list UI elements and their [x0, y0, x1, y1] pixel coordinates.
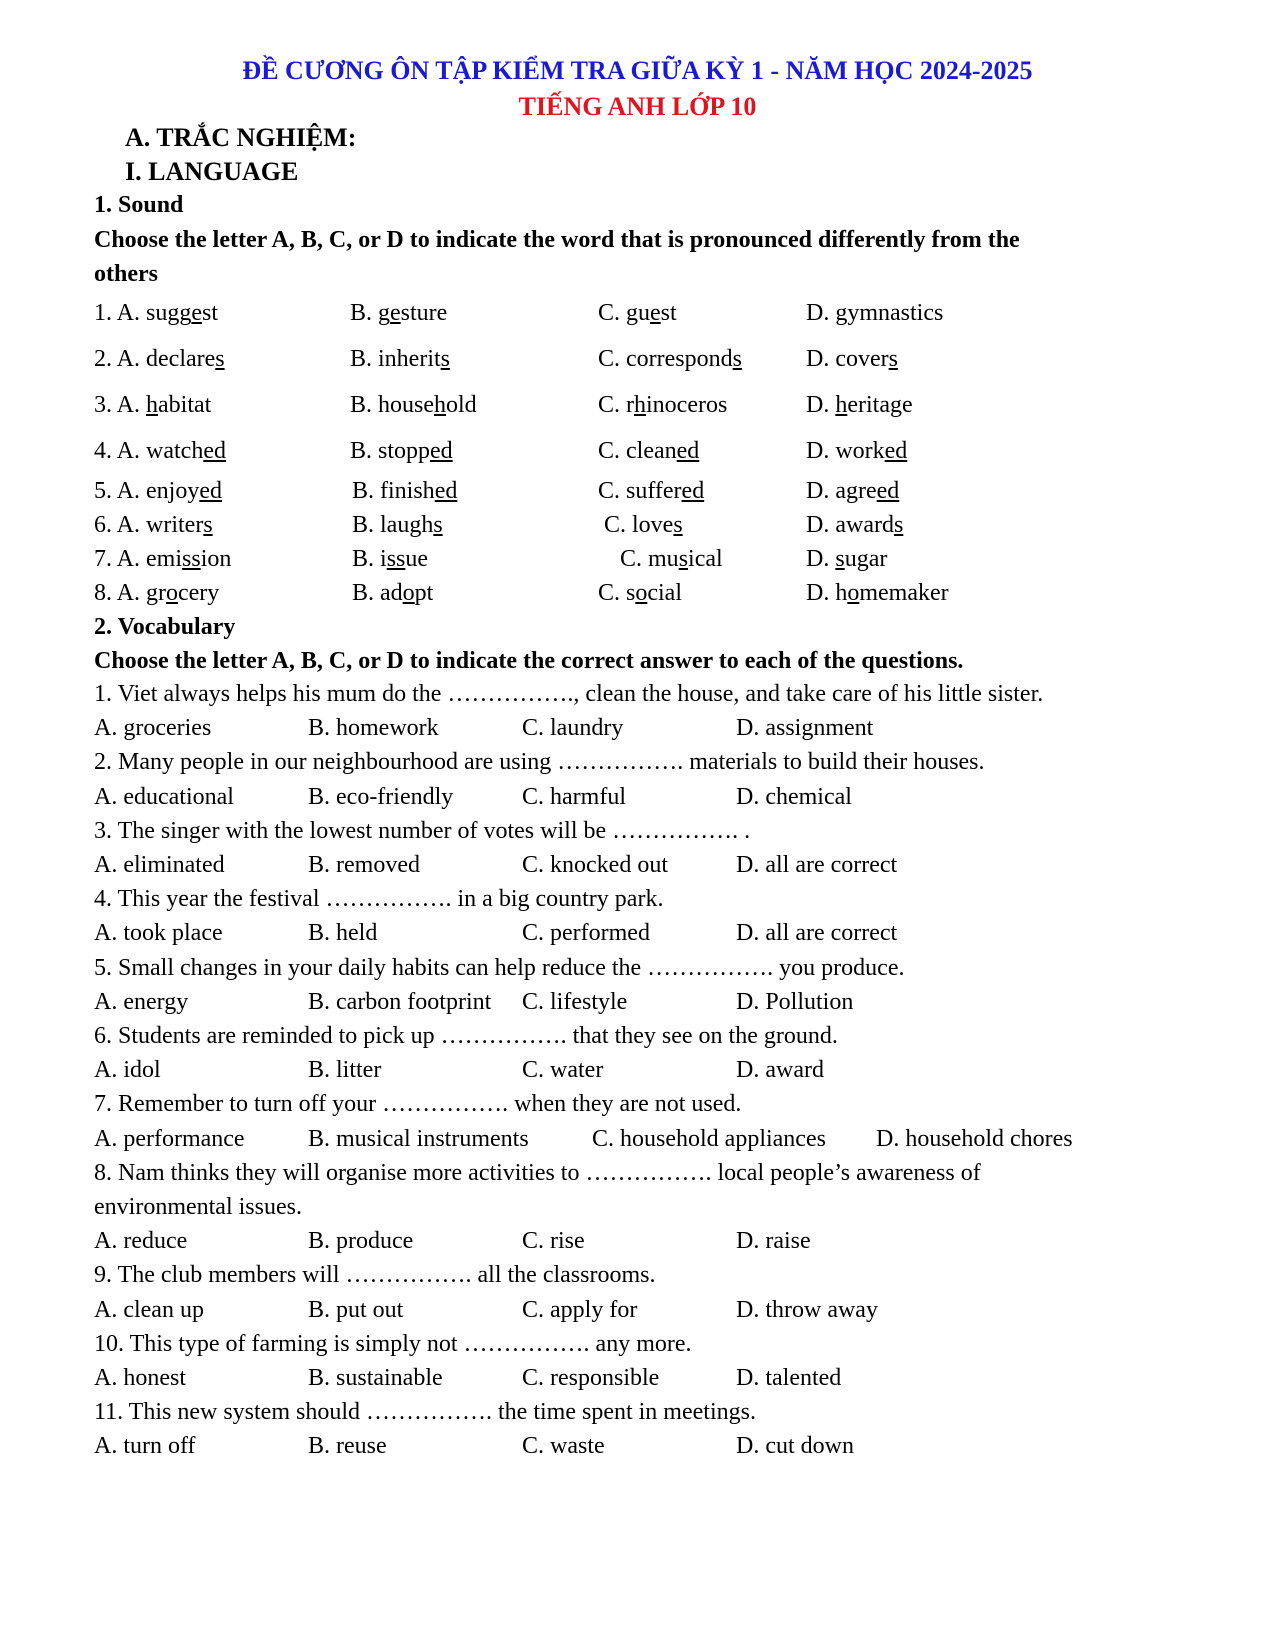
- question-stem-8: 8. Nam thinks they will organise more activities to ……………. local people’s awareness of: [94, 1159, 981, 1186]
- answer-option: C. performed: [522, 920, 650, 947]
- answer-option: A. performance: [94, 1125, 245, 1152]
- answer-option: A. groceries: [94, 715, 212, 742]
- answer-option: A. clean up: [94, 1296, 204, 1323]
- option-text: B. i: [352, 546, 387, 572]
- option-text: C. s: [598, 580, 636, 606]
- answer-option: [620, 546, 723, 573]
- option-text: C. correspond: [598, 346, 733, 372]
- answer-option: [94, 438, 226, 465]
- answer-option: B. removed: [308, 852, 420, 878]
- option-text: B. inherit: [350, 346, 441, 372]
- answer-option: B. reuse: [308, 1433, 387, 1460]
- document-title: ĐỀ CƯƠNG ÔN TẬP KIỂM TRA GIỮA KỲ 1 - NĂM HỌC 2024-2025: [242, 56, 1033, 85]
- answer-option: B. carbon footprint: [308, 988, 492, 1015]
- answer-option: D. cut down: [736, 1433, 854, 1460]
- underlined-sound: s: [215, 346, 225, 372]
- underlined-sound: s: [203, 512, 213, 538]
- answer-option: [806, 546, 887, 573]
- answer-option: A. idol: [94, 1057, 161, 1084]
- option-text: B. laugh: [352, 512, 434, 538]
- underlined-sound: s: [732, 346, 742, 372]
- answer-option: B. produce: [308, 1228, 414, 1255]
- answer-option: [94, 346, 225, 373]
- question-stem-2: 2. Many people in our neighbourhood are using ……………. materials to build their houses.: [94, 749, 985, 776]
- question-options-1: [0, 715, 1275, 749]
- answer-option: [94, 580, 219, 607]
- answer-option: [598, 580, 682, 607]
- answer-option: B. homework: [308, 715, 439, 742]
- underlined-sound: ed: [203, 438, 226, 464]
- underlined-sound: e: [191, 300, 203, 326]
- answer-option: [598, 438, 699, 465]
- option-text: cial: [647, 580, 682, 606]
- question-stem-3: 3. The singer with the lowest number of votes will be ……………. .: [94, 817, 751, 844]
- answer-option: [598, 478, 704, 505]
- option-text: inoceros: [646, 392, 728, 418]
- question-stem-4: 4. This year the festival ……………. in a big country park.: [94, 886, 664, 913]
- underlined-sound: s: [440, 346, 450, 372]
- answer-option: [806, 392, 913, 419]
- option-text: B. g: [350, 300, 391, 326]
- answer-option: B. eco-friendly: [308, 783, 454, 810]
- option-text: D. agre: [806, 478, 877, 504]
- answer-option: D. award: [736, 1057, 824, 1084]
- question-stem-7: 7. Remember to turn off your ……………. when they are not used.: [94, 1091, 742, 1118]
- option-text: ue: [405, 546, 429, 572]
- answer-option: [352, 478, 457, 505]
- underlined-sound: h: [146, 392, 159, 418]
- option-text: eritage: [847, 392, 913, 418]
- answer-option: [350, 438, 453, 465]
- underlined-sound: ed: [884, 438, 908, 464]
- option-text: 6. A. writer: [94, 512, 204, 538]
- question-options-8: [0, 1228, 1275, 1262]
- answer-option: [806, 300, 943, 327]
- answer-option: [806, 580, 949, 607]
- underlined-sound: o: [635, 580, 648, 606]
- sound-question-1: [0, 300, 1275, 334]
- sound-question-2: [0, 346, 1275, 380]
- option-text: D. cover: [806, 346, 889, 372]
- answer-option: [94, 478, 222, 505]
- vocabulary-heading: 2. Vocabulary: [94, 614, 236, 640]
- sound-question-5: [0, 478, 1275, 512]
- sound-question-8: [0, 580, 1275, 614]
- underlined-sound: s: [678, 546, 689, 572]
- question-options-2: [0, 784, 1275, 818]
- answer-option: [806, 512, 903, 539]
- question-stem-8: environmental issues.: [94, 1194, 302, 1220]
- answer-option: A. educational: [94, 783, 234, 810]
- option-text: memaker: [859, 580, 949, 606]
- option-text: C. mu: [620, 546, 679, 572]
- underlined-sound: ed: [676, 438, 700, 464]
- answer-option: [806, 438, 907, 465]
- option-text: pt: [414, 580, 434, 606]
- underlined-sound: e: [650, 300, 661, 326]
- answer-option: [352, 580, 433, 607]
- underlined-sound: h: [434, 392, 446, 418]
- question-stem-10: 10. This type of farming is simply not ……………. any more.: [94, 1330, 692, 1357]
- option-text: ical: [688, 546, 723, 572]
- option-text: 7. A. emi: [94, 546, 182, 572]
- question-options-4: [0, 920, 1275, 954]
- answer-option: C. waste: [522, 1433, 605, 1460]
- answer-option: [598, 346, 742, 373]
- underlined-sound: o: [847, 580, 860, 606]
- underlined-sound: ed: [430, 438, 453, 464]
- question-options-9: [0, 1297, 1275, 1331]
- option-text: sture: [400, 300, 448, 326]
- answer-option: D. talented: [736, 1365, 842, 1391]
- answer-option: C. laundry: [522, 715, 624, 742]
- option-text: C. love: [604, 512, 674, 538]
- underlined-sound: s: [888, 346, 898, 372]
- answer-option: [94, 546, 231, 573]
- question-options-3: [0, 852, 1275, 886]
- answer-option: B. musical instruments: [308, 1125, 529, 1152]
- question-stem-5: 5. Small changes in your daily habits can help reduce the ……………. you produce.: [94, 954, 905, 981]
- option-text: C. suffer: [598, 478, 682, 504]
- question-stem-11: 11. This new system should ……………. the time spent in meetings.: [94, 1399, 756, 1426]
- option-text: ugar: [844, 546, 888, 572]
- sound-question-3: [0, 392, 1275, 426]
- answer-option: A. honest: [94, 1365, 186, 1391]
- question-options-5: [0, 989, 1275, 1023]
- answer-option: [352, 546, 428, 573]
- underlined-sound: e: [390, 300, 401, 326]
- option-text: D. award: [806, 512, 894, 538]
- option-text: 4. A. watch: [94, 438, 204, 464]
- answer-option: [350, 392, 477, 419]
- answer-option: B. held: [308, 920, 378, 947]
- question-options-11: [0, 1433, 1275, 1467]
- option-text: 8. A. gr: [94, 580, 166, 606]
- answer-option: [598, 392, 727, 419]
- question-options-10: [0, 1365, 1275, 1399]
- answer-option: [598, 300, 677, 327]
- vocabulary-instruction: Choose the letter A, B, C, or D to indicate the correct answer to each of the questions.: [94, 648, 964, 674]
- question-stem-9: 9. The club members will ……………. all the classrooms.: [94, 1262, 656, 1289]
- answer-option: D. assignment: [736, 715, 874, 742]
- answer-option: [350, 300, 447, 327]
- answer-option: [806, 478, 899, 505]
- underlined-sound: ed: [681, 478, 705, 504]
- answer-option: C. knocked out: [522, 852, 668, 878]
- answer-option: B. sustainable: [308, 1365, 443, 1391]
- option-text: D. gymnastics: [806, 300, 944, 326]
- option-text: st: [660, 300, 677, 326]
- question-stem-6: 6. Students are reminded to pick up ……………. that they see on the ground.: [94, 1023, 838, 1049]
- question-stem-1: 1. Viet always helps his mum do the ……………., clean the house, and take care of his little sister.: [94, 681, 1044, 707]
- option-text: old: [446, 392, 477, 418]
- answer-option: A. took place: [94, 920, 223, 947]
- underlined-sound: h: [634, 392, 646, 418]
- underlined-sound: s: [673, 512, 683, 538]
- underlined-sound: o: [402, 580, 415, 606]
- answer-option: [94, 512, 213, 539]
- section-a-heading: A. TRẮC NGHIỆM:: [125, 123, 357, 152]
- underlined-sound: s: [893, 512, 904, 538]
- question-options-6: [0, 1057, 1275, 1091]
- sound-instruction: Choose the letter A, B, C, or D to indicate the word that is pronounced differently from the: [94, 227, 1020, 253]
- sound-heading: 1. Sound: [94, 192, 184, 218]
- question-options-7: [0, 1126, 1275, 1160]
- underlined-sound: ed: [434, 478, 458, 504]
- section-i-heading: I. LANGUAGE: [125, 157, 299, 186]
- option-text: 3. A.: [94, 392, 147, 418]
- option-text: C. clean: [598, 438, 677, 464]
- document-subtitle: TIẾNG ANH LỚP 10: [518, 92, 757, 121]
- option-text: D. work: [806, 438, 885, 464]
- option-text: 5. A. enjoy: [94, 478, 200, 504]
- option-text: 1. A. sugg: [94, 300, 192, 326]
- option-text: abitat: [158, 392, 212, 418]
- answer-option: C. harmful: [522, 783, 626, 810]
- underlined-sound: s: [835, 546, 845, 572]
- sound-question-4: [0, 438, 1275, 472]
- answer-option: C. responsible: [522, 1365, 660, 1391]
- underlined-sound: h: [835, 392, 848, 418]
- answer-option: A. turn off: [94, 1433, 196, 1460]
- answer-option: A. energy: [94, 988, 189, 1015]
- underlined-sound: ed: [199, 478, 222, 504]
- answer-option: [94, 392, 211, 419]
- option-text: D.: [806, 392, 836, 418]
- option-text: 2. A. declare: [94, 346, 216, 372]
- answer-option: [94, 300, 218, 327]
- answer-option: [352, 512, 443, 539]
- underlined-sound: s: [433, 512, 443, 538]
- answer-option: C. household appliances: [592, 1125, 826, 1152]
- option-text: ion: [200, 546, 232, 572]
- answer-option: D. raise: [736, 1228, 811, 1255]
- option-text: B. finish: [352, 478, 435, 504]
- sound-question-6: [0, 512, 1275, 546]
- option-text: D. h: [806, 580, 848, 606]
- answer-option: C. rise: [522, 1228, 585, 1255]
- answer-option: A. eliminated: [94, 852, 225, 878]
- answer-option: [806, 346, 898, 373]
- answer-option: A. reduce: [94, 1228, 188, 1255]
- option-text: B. ad: [352, 580, 403, 606]
- answer-option: C. water: [522, 1057, 604, 1084]
- option-text: C. gu: [598, 300, 651, 326]
- sound-question-7: [0, 546, 1275, 580]
- underlined-sound: o: [166, 580, 178, 606]
- answer-option: D. throw away: [736, 1296, 878, 1323]
- option-text: D.: [806, 546, 836, 572]
- option-text: cery: [178, 580, 220, 606]
- answer-option: D. chemical: [736, 783, 852, 810]
- option-text: st: [202, 300, 219, 326]
- answer-option: D. household chores: [876, 1125, 1073, 1152]
- answer-option: B. put out: [308, 1296, 404, 1323]
- option-text: B. house: [350, 392, 434, 418]
- sound-instruction-cont: others: [94, 261, 158, 287]
- underlined-sound: ss: [182, 546, 201, 572]
- answer-option: C. lifestyle: [522, 988, 628, 1015]
- underlined-sound: ed: [876, 478, 900, 504]
- option-text: B. stopp: [350, 438, 431, 464]
- underlined-sound: ss: [386, 546, 406, 572]
- option-text: C. r: [598, 392, 634, 418]
- answer-option: D. Pollution: [736, 988, 854, 1015]
- answer-option: [604, 512, 683, 539]
- answer-option: C. apply for: [522, 1296, 638, 1323]
- answer-option: D. all are correct: [736, 920, 898, 947]
- answer-option: B. litter: [308, 1057, 382, 1084]
- answer-option: D. all are correct: [736, 852, 898, 878]
- answer-option: [350, 346, 450, 373]
